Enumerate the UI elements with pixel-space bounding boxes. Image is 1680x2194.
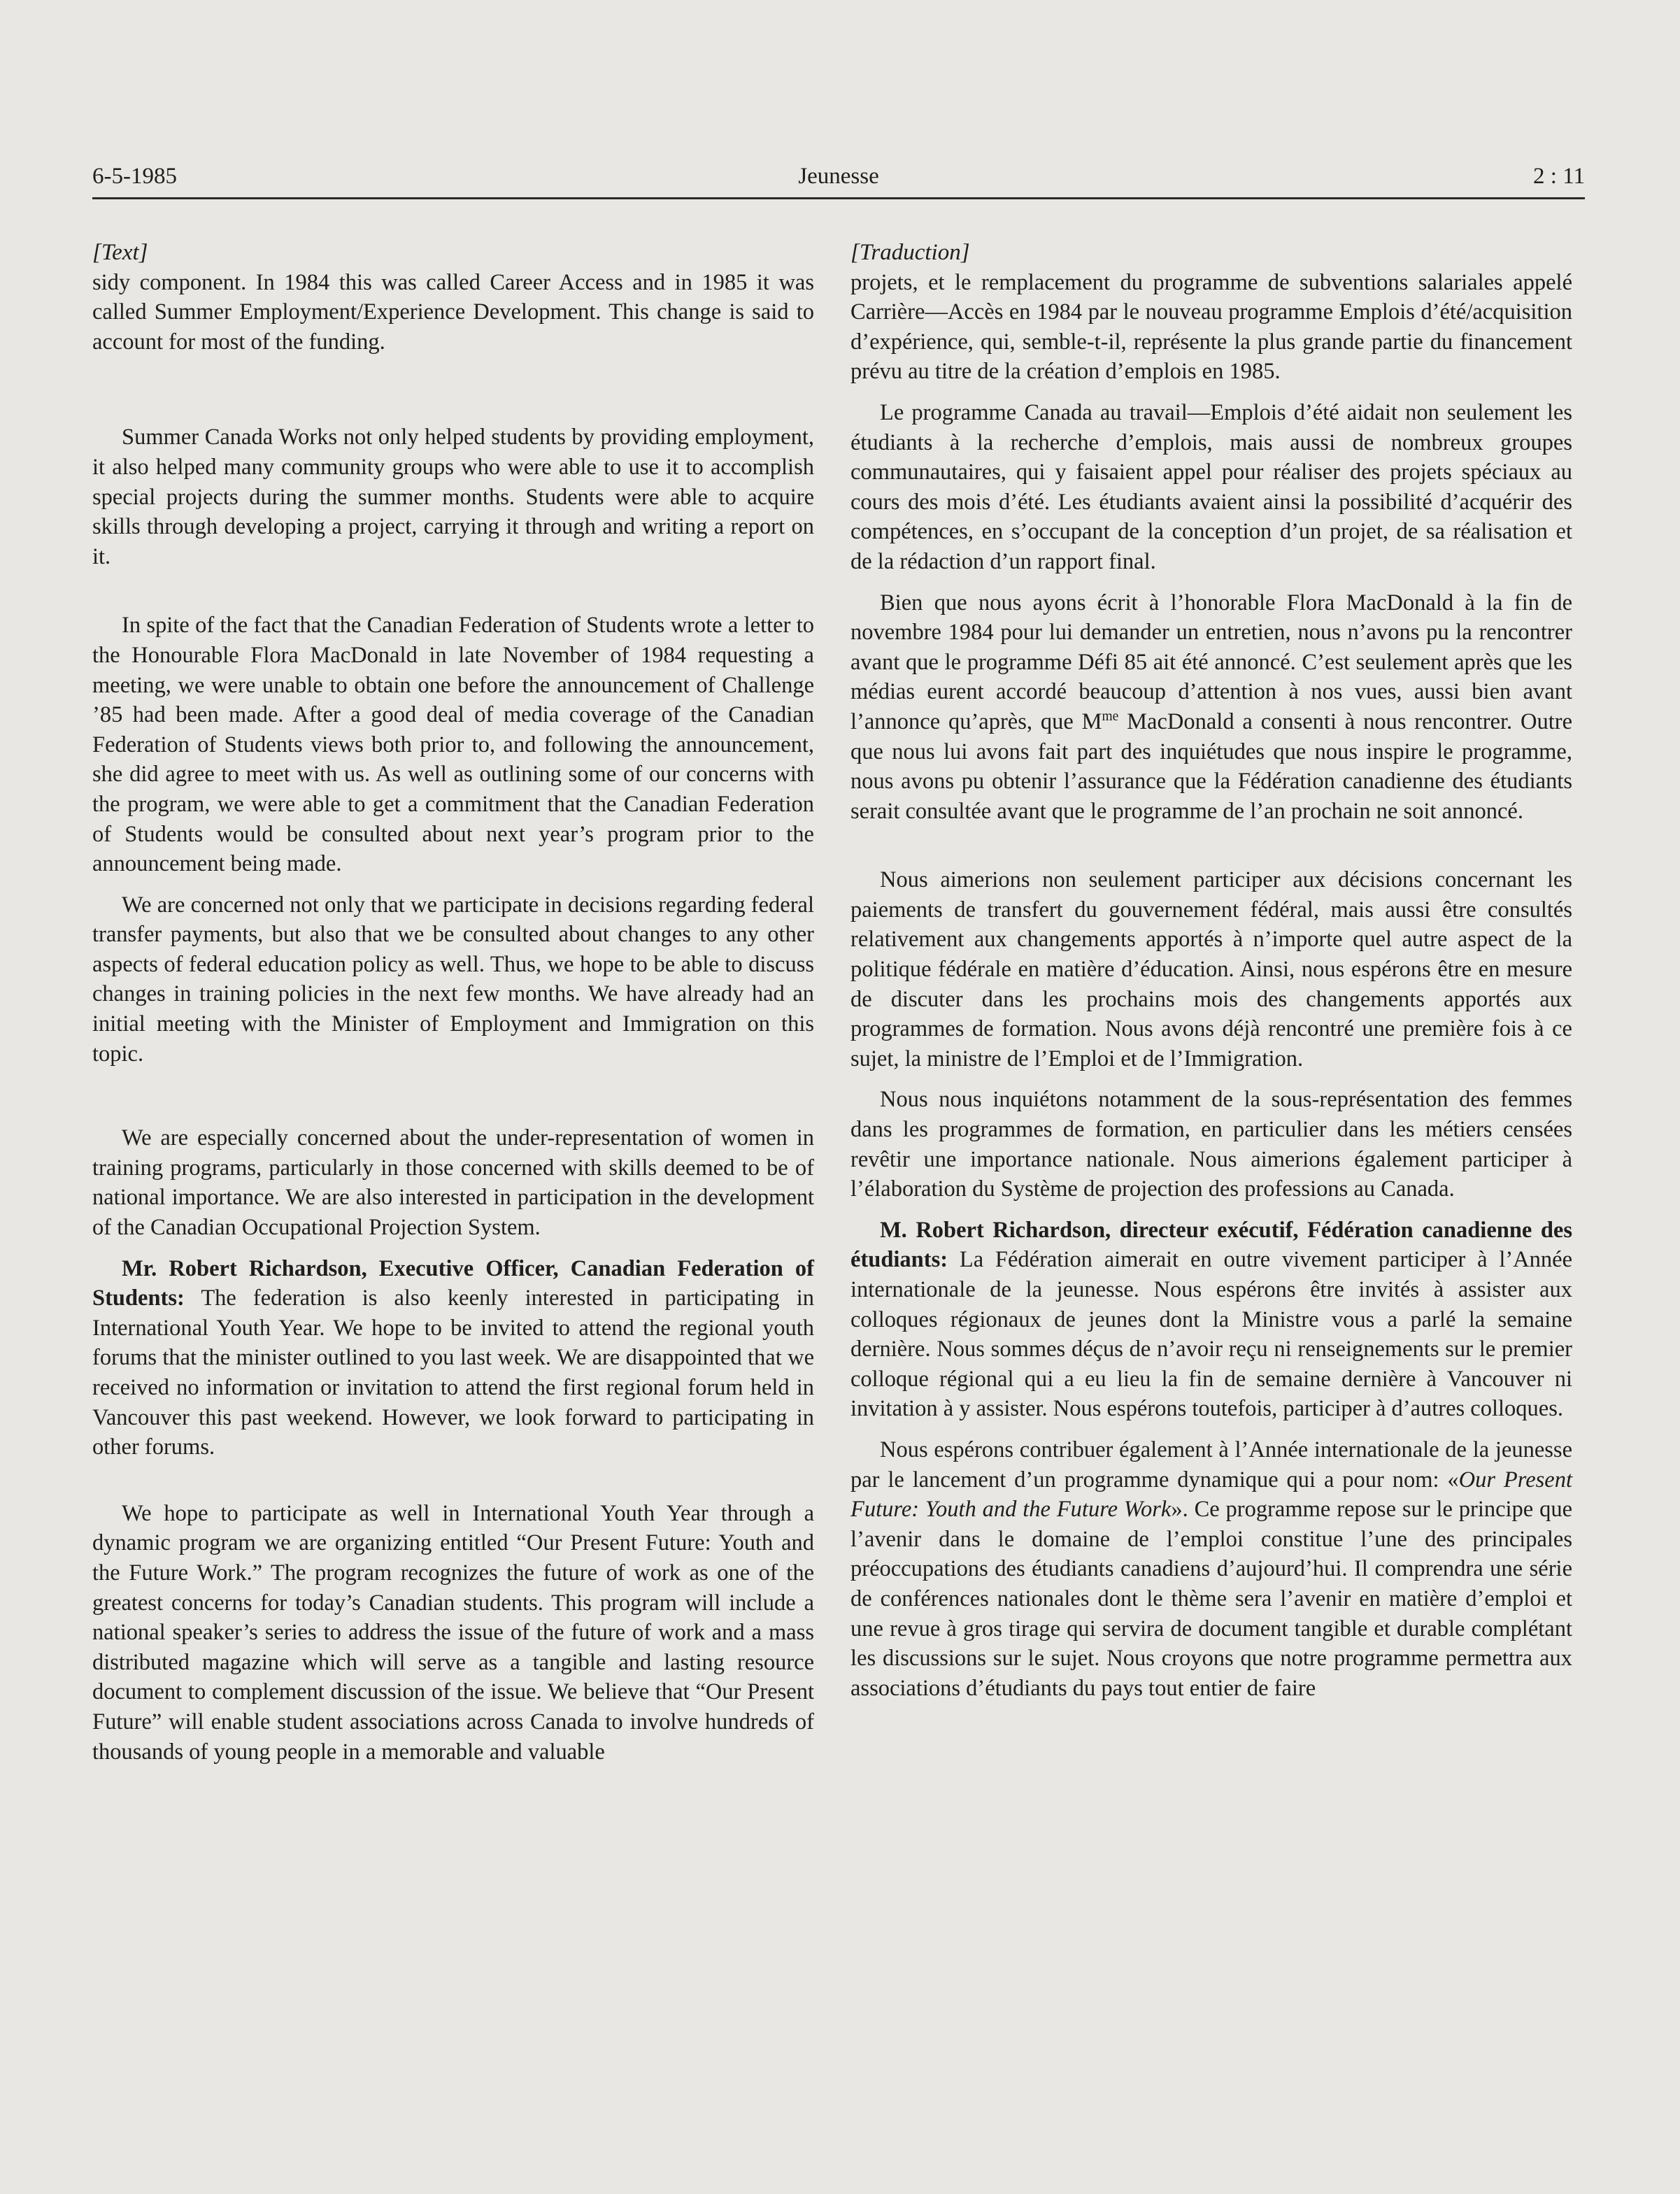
paragraph: In spite of the fact that the Canadian Federation of Students wrote a letter to the Honourable Flora MacDonald in late November of 1984 requesting a meeting, we were unable to obtain one before the announcement of Challenge ’85 had been made. After a good deal of media coverage of the Canadian Federation of Students views both prior to, and following the announcement, she did agree to meet with us. As well as outlining some of our concerns with the program, we were able to get a commitment that the Canadian Federation of Students would be consulted about next year’s program prior to the announcement being made. (92, 613, 814, 877)
english-column (92, 238, 814, 1767)
paragraph: Le programme Canada au travail—Emplois d’été aidait non seulement les étudiants à la recherche d’emplois, mais aussi de nombreux groupes communautaires, qui y faisaient appel pour réaliser des projets spéciaux au cours des mois d’été. Les étudiants avaient ainsi la possibilité d’acquérir des compétences, en s’occupant de la conception d’un projet, de sa réalisation et de la rédaction d’un rapport final. (850, 399, 1572, 574)
paragraph: We hope to participate as well in International Youth Year through a dynamic program we are organizing entitled “Our Present Future: Youth and the Future Work.” The program recognizes the future of work as one of the greatest concerns for today’s Canadian students. This program will include a national speaker’s series to address the issue of the future of work and a mass distributed magazine which will serve as a tangible and lasting resource document to complement discussion of the issue. We believe that “Our Present Future” will enable student associations across Canada to involve hundreds of thousands of young people in a memorable and valuable (92, 1500, 814, 1765)
header-rule (92, 197, 1585, 199)
speaker-text: La Fédération aimerait en outre vivement participer à l’Année internationale de la jeunesse. Nous espérons être invités à assister aux colloques régionaux de jeunes dont la Ministre vous a parlé la semaine dernière. Nous sommes déçus de n’avoir reçu ni renseignements sur le premier colloque régional qui a eu lieu la fin de semaine dernière à Vancouver ni invitation à y assister. Nous espérons toutefois, participer à d’autres colloques. (850, 1247, 1572, 1422)
paragraph: projets, et le remplacement du programme de subventions salariales appelé Carrière—Accès en 1984 par le nouveau programme Emplois d’été/acquisition d’expérience, qui, semble-t-il, représente la plus grande partie du financement prévu au titre de la création d’emplois en 1985. (850, 269, 1572, 385)
paragraph: We are concerned not only that we participate in decisions regarding federal transfer payments, but also that we be consulted about changes to any other aspects of federal education policy as well. Thus, we hope to be able to discuss changes in training policies in the next few months. We have already had an initial meeting with the Minister of Employment and Immigration on this topic. (92, 892, 814, 1067)
paragraph (850, 1435, 1572, 1703)
paragraph (92, 1254, 814, 1462)
superscript: me (1102, 709, 1119, 725)
speaker-name: M. Robert Richardson, directeur exécutif, Fédération canadienne des étudiants: (850, 1217, 1572, 1273)
header-page-number: 2 : 11 (1533, 164, 1585, 189)
program-title: Our Present Future: Youth and the Future Work (850, 1467, 1572, 1523)
paragraph (850, 1216, 1572, 1424)
text-run: ». Ce programme repose sur le principe que l’avenir dans le domaine de l’emploi constitue l’une des principales préoccupations des étudiants canadiens d’aujourd’hui. Il comprendra une série de conférences nationales dont le thème sera l’avenir en matière d’emploi et une revue à gros tirage qui servira de document tangible et durable complétant les discussions sur le sujet. Nous croyons que notre programme permettra aux associations d’étudiants du pays tout entier de faire (850, 1497, 1573, 1701)
french-column (850, 238, 1572, 1703)
column-label: [Traduction] (850, 240, 970, 265)
paragraph: Nous aimerions non seulement participer aux décisions concernant les paiements de transfert du gouvernement fédéral, mais aussi être consultés relativement aux changements apportés à n’importe quel autre aspect de la politique fédérale en matière d’éducation. Ainsi, nous espérons être en mesure de discuter dans les prochains mois des changements apportés aux programmes de formation. Nous avons déjà rencontré une première fois à ce sujet, la ministre de l’Emploi et de l’Immigration. (850, 867, 1572, 1071)
header-title: Jeunesse (798, 164, 879, 189)
paragraph: Nous nous inquiétons notamment de la sous-représentation des femmes dans les programmes de formation, en particulier dans les métiers censées revêtir une importance nationale. Nous aimerions également participer à l’élaboration du Système de projection des professions au Canada. (850, 1087, 1572, 1202)
header-date: 6-5-1985 (92, 164, 177, 189)
column-label: [Text] (92, 240, 148, 265)
paragraph (850, 588, 1572, 827)
speaker-text: The federation is also keenly interested in participating in International Youth Year. We hope to be invited to attend the regional youth forums that the minister outlined to you last week. We are disappointed that we received no information or invitation to attend the first regional forum held in Vancouver this past weekend. However, we look forward to participating in other forums. (92, 1285, 814, 1460)
paragraph: sidy component. In 1984 this was called Career Access and in 1985 it was called Summer Employment/Experience Development. This change is said to account for most of the funding. (92, 269, 814, 355)
speaker-name: Mr. Robert Richardson, Executive Officer, Canadian Federation of Students: (92, 1255, 814, 1311)
text-run: Nous espérons contribuer également à l’Année internationale de la jeunesse par le lancement d’un programme dynamique qui a pour nom: « (850, 1437, 1572, 1493)
text-run: MacDonald a consenti à nous rencontrer. Outre que nous lui avons fait part des inquiétudes que nous inspire le programme, nous avons pu obtenir l’assurance que la Fédération canadienne des étudiants serait consultée avant que le programme de l’an prochain ne soit annoncé. (850, 708, 1572, 824)
text-run: Bien que nous ayons écrit à l’honorable Flora MacDonald à la fin de novembre 1984 pour lui demander un entretien, nous n’avons pu la rencontrer avant que le programme Défi 85 ait été annoncé. C’est seulement après que les médias eurent accordé beaucoup d’attention à nos vues, aussi bien avant l’annonce qu’après, que M (850, 590, 1572, 734)
paragraph: Summer Canada Works not only helped students by providing employment, it also helped many community groups who were able to use it to accomplish special projects during the summer months. Students were able to acquire skills through developing a project, carrying it through and writing a report on it. (92, 425, 814, 569)
paragraph: We are especially concerned about the under-representation of women in training programs, particularly in those concerned with skills deemed to be of national importance. We are also interested in participation in the development of the Canadian Occupational Projection System. (92, 1125, 814, 1241)
